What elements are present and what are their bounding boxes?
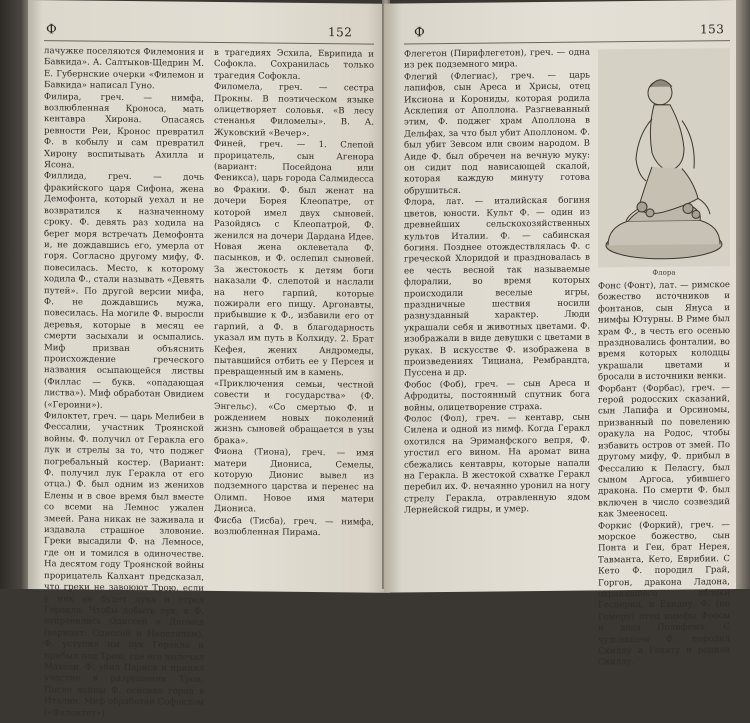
book-edge-right: [736, 0, 750, 589]
left-header-rule: [44, 40, 374, 44]
entry-flora: Флора, лат. — италийская богиня цветов, юности. Культ Ф. — один из древнейших сельскохозяйственных культов Италии. Ф. — сабинская богиня. Позднее отождествлялась Ф. с греческой Хлоридой и праздновалась в ее честь весной так называемые флоралии, во время которых происходили веселые игры, праздничные шествия носили разнузданный характер. Люди украшали себя и животных цветами. Ф. изображали в виде девушки с цветами в руках. В искусстве Ф. изображена в произведениях Тициана, Рембрандта, Пуссена и др.: [404, 195, 590, 379]
entry-paragraph: в трагедиях Эсхила, Еврипида и Софокла. Сохранилась только трагедия Софокла.: [214, 47, 374, 82]
entry-paragraph: лачужке поселяются Филемония и Бавкида». А. Салтыков-Щедрин М. Е. Губернские очерки «Филемон и Бавкида» написал Гуно.: [44, 46, 204, 92]
right-column-2: [598, 280, 730, 668]
entry-fobos: Фобос (Фоб), греч. — сын Ареса и Афродиты, постоянный спутник бога войны, олицетворение страха.: [404, 378, 590, 414]
left-running-letter: Ф: [46, 22, 58, 38]
entry-fillida: Филлида, греч. — дочь фракийского царя Сифона, жена Демофонта, который уехал и не возвратился к назначенному сроку. Ф. девять раз ходила на берег моря встречать Демофонта и, не дождавшись его, умерла от горя. Согласно другому мифу, Ф. повесилась. Место, к которому ходила Ф., стали называть «Девять путей». По другой версии мифа, Ф. не дождавшись мужа, повесилась. На могиле Ф. выросли деревья, которые в месяц ее смерти засыхали и осыпались. Миф призван объяснить происхождение греческого названия осыпающейся листвы (Филлас — букв. «опадающая листва»). Миф обработан Овидием («Героини»).: [44, 171, 204, 411]
flora-statue-illustration: [598, 48, 730, 267]
right-column-1: [404, 48, 590, 586]
left-page: [28, 0, 390, 719]
entry-flegii: Флегий (Флегиас), греч. — царь лапифов, сын Ареса и Хрисы, отец Иксиона и Корониды, которая родила Асклепия от Аполлона. Разгневанный этим, Ф. поджег храм Аполлона в Дельфах, за что был убит Аполлоном. Ф. был убит Зевсом или своим народом. В Аиде Ф. был обречен на вечную муку: он сидит под нависающей скалой, которая каждую минуту готова обрушиться.: [404, 70, 590, 197]
entry-finei: Финей, греч. — 1. Слепой прорицатель, сын Агенора (вариант: Посейдона или Феникса), царь города Салмидесса во Фракии. Ф. был женат на дочери Борея Клеопатре, от которой имел двух сыновей. Разойдясь с Клеопатрой, Ф. женился на дочери Дардана Идее. Новая жена оклеветала Ф. пасынков, и Ф. ослепил сыновей. За жестокость к детям боги наказали Ф. слепотой и наслали на него гарпий, которые пожирали его пищу. Аргонавты, прибывшие к Ф., избавили его от гарпий, а Ф. в благодарность указал им путь в Колхиду. 2. Брат Кефея, жених Андромеды, пытавшийся отбить ее у Персея и превращенный им в камень.: [214, 139, 374, 379]
left-column-2: [214, 48, 374, 586]
entry-fons: Фонс (Фонт), лат. — римское божество источников и фонтанов, сын Януса и нимфы Ютурны. В Риме был храм Ф., в честь его осенью праздновались фонталии, во время которых колодцы украшали цветами и бросали в источники венки.: [598, 280, 730, 383]
entry-forbant: Форбант (Форбас), греч. — герой родосских сказаний, сын Лапифа и Орсиномы, призванный по повелению оракула на Родос, чтобы избавить остров от змей. По другому мифу, Ф. прибыл в Фессалию к Пеласгу, был сыном Аргоса, убившего дракона. По смерти Ф. был включен в число созвездий как Змееносец.: [598, 382, 730, 520]
figure-caption: Флора: [652, 268, 676, 277]
entry-filira: Филира, греч. — нимфа, возлюбленная Кроноса, мать кентавра Хирона. Опасаясь ревности Реи, Кронос превратил Ф. в кобылу и сам превратил Хирону воспитывать Ахилла и Ясона.: [44, 91, 204, 171]
right-running-letter: Ф: [414, 25, 426, 41]
right-header-rule: [404, 40, 730, 44]
right-page: [384, 0, 736, 668]
entry-filoktet: Филоктет, греч. — царь Мелибеи в Фессалии, участник Троянской войны. Ф. получил от Геракла его лук и стрелы за то, что поджег погребальный костер. (Вариант: Ф. получил лук Геракла от его отца.) Ф. был одним из женихов Елены и в свое время был вместе со всеми на Лемнос ужален змеей. Рана никак не заживала и издавала страшное зловоние. Греки высадили Ф. на Лемносе, где он и томился в одиночестве. На десятом году Троянской войны прорицатель Калхант предсказал, что греки не завоюют Трою, если у них не будет лука и стрел Геракла. Чтобы добыть лук, к Ф. отправились Одиссей и Диомед (вариант: Одиссей и Неоптолем). Ф. уступил им лук Геракла и прибыл под Трою, где его вылечил Махаон. Ф. убил Париса и принял участие в разрушении Трои. После войны Ф. основал город в Италии. Миф обработан Софоклом («Филоктет»).: [44, 411, 204, 719]
entry-forkis: Форкис (Форкий), греч. — морское божество, сын Понта и Геи, брат Нерея, Тавманта, Кето, Еврибии. С Кето Ф. породил Грай, Горгон, дракона Ладона, охранявшего яблоки Гесперид, и Ехидну. Ф. (по Гомеру) отец нимфы Фоосы и деда Полифема. С чудовищем Ф. породил Скиллу и Гекату и родила Скиллу.: [598, 519, 730, 668]
entry-folos: Фолос (Фол), греч. — кентавр, сын Силена и одной из нимф. Когда Геракл охотился на Эриманфского вепря, Ф. угостил его вином. На аромат вина сбежались кентавры, которые напали на Геракла. В жестокой схватке Геракл перебил их. Ф. нечаянно уронил на ногу стрелу Геракла, отравленную ядом Лернейской гидры, и умер.: [404, 412, 590, 516]
left-page-number: 152: [328, 25, 353, 40]
right-page-number: 153: [700, 22, 725, 37]
left-column-1: [44, 46, 204, 719]
entry-filomela: Филомела, греч. — сестра Прокны. В поэтическом языке олицетворяет соловья. «В лесу стенанья Филомелы». В. А. Жуковский «Вечер».: [214, 82, 374, 139]
entry-fiona: Фиона (Тиона), греч. — имя матери Диониса, Семелы, которую Дионис вывел из подземного царства и перенес на Олимп. Новое имя матери Диониса.: [214, 447, 374, 515]
entry-fisba: Фисба (Тисба), греч. — нимфа, возлюбленная Пирама.: [214, 515, 374, 539]
book-edge-left: [0, 0, 30, 589]
entry-paragraph: «Приключения семьи, честной совести и государства» (Ф. Энгельс). «Со смертью Ф. и рождением новых поколений жизнь сыновей обращается в узы брака».: [214, 378, 374, 447]
entry-flegeton: Флегетон (Пирифлегетон), греч. — одна из рек подземного мира.: [404, 47, 590, 71]
